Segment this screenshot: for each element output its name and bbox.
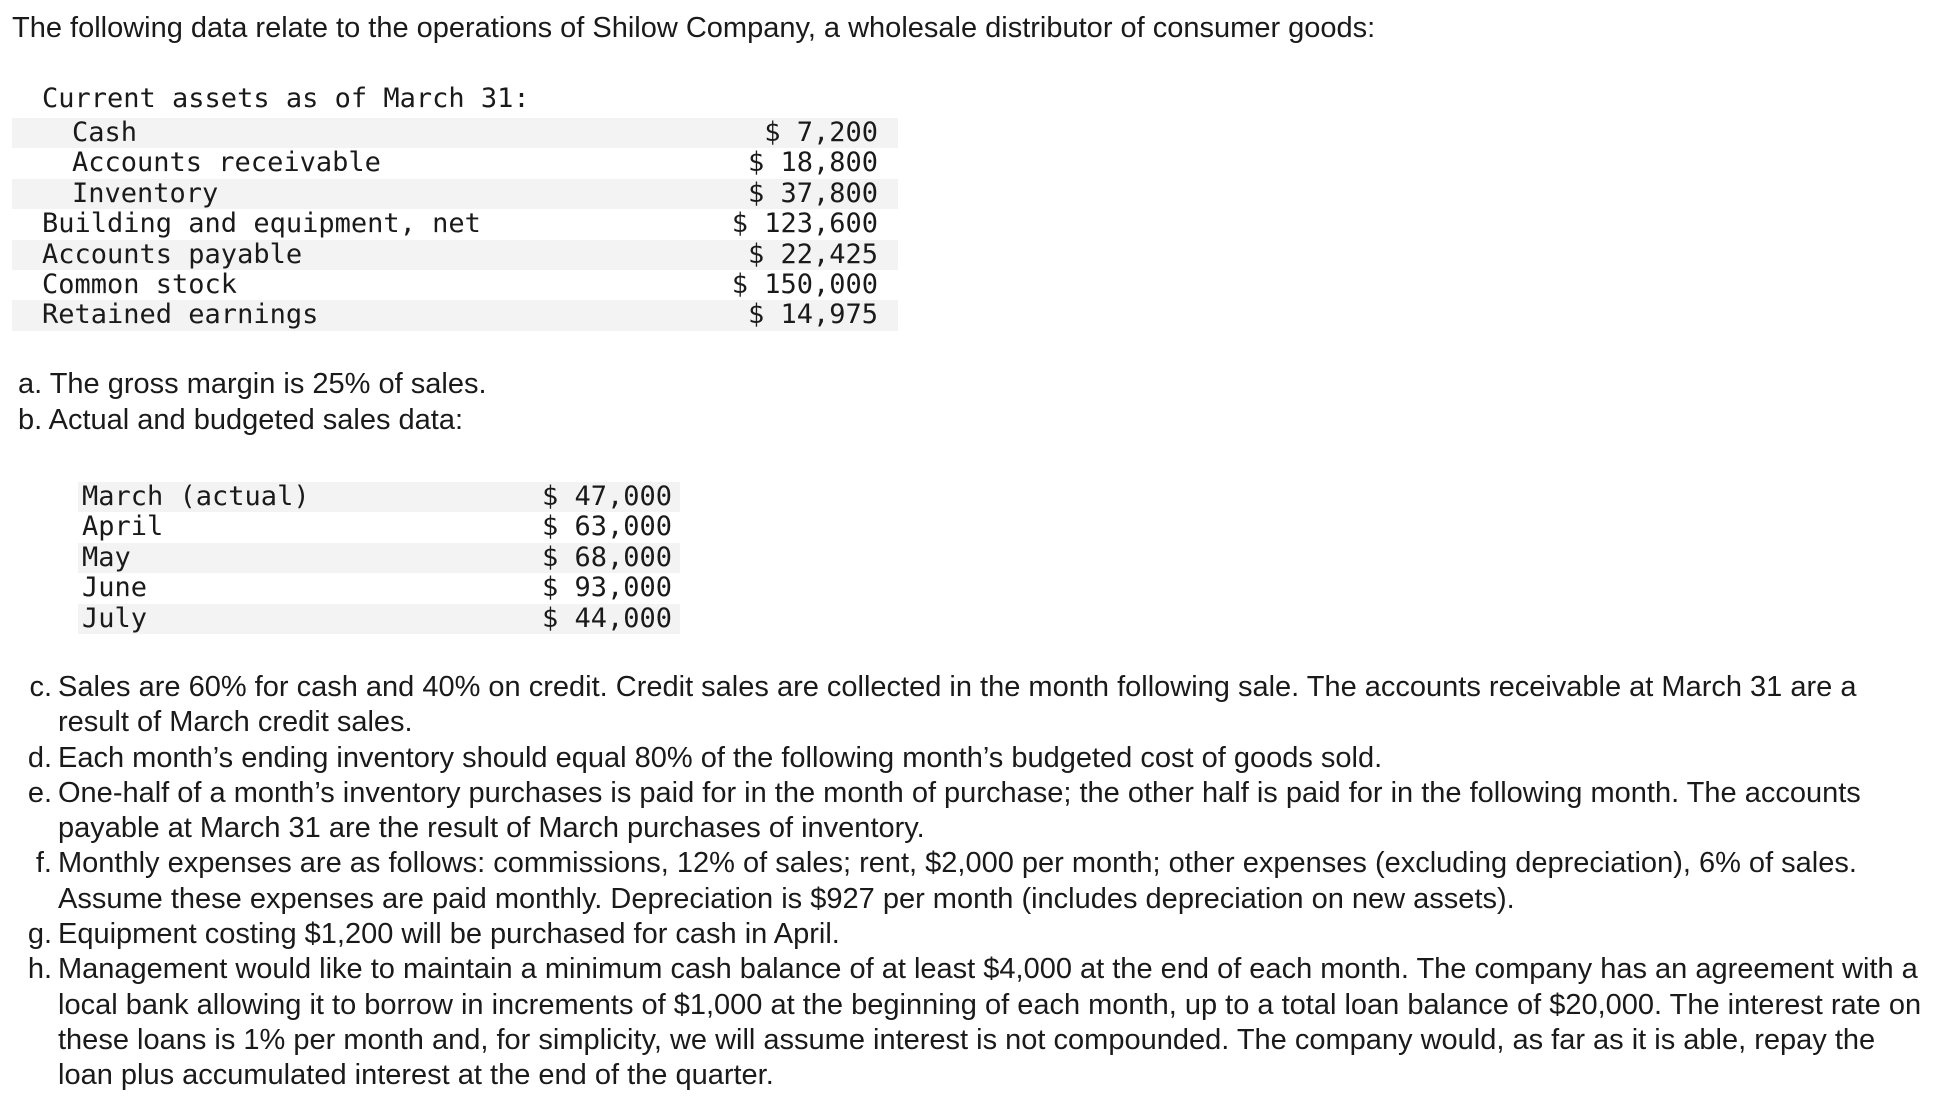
sales-value: $ 68,000 (542, 541, 673, 573)
note-label: d. (27, 741, 52, 774)
balance-sheet-table (12, 118, 898, 331)
sales-value: $ 44,000 (542, 602, 673, 634)
table-row (12, 179, 898, 209)
balance-sheet-header: Current assets as of March 31: (42, 83, 530, 114)
balance-label-building-equipment: Building and equipment, net (42, 208, 481, 240)
table-row (78, 604, 680, 634)
notes-a-b (18, 366, 487, 438)
table-row (12, 300, 898, 330)
balance-value-common-stock: $ 150,000 (731, 269, 878, 301)
sales-value: $ 63,000 (542, 511, 673, 543)
note-text: Equipment costing $1,200 will be purchased for cash in April. (58, 918, 840, 951)
table-row (12, 270, 898, 300)
note-label: h. (27, 953, 52, 986)
note-text: Each month’s ending inventory should equal 80% of the following month’s budgeted cost of goods sold. (58, 741, 1383, 774)
note-e (18, 776, 1923, 847)
table-row (12, 118, 898, 148)
sales-month: March (actual) (82, 481, 310, 512)
problem-intro: The following data relate to the operations of Shilow Company, a wholesale distributor of consumer goods: (12, 12, 1376, 44)
note-label: c. (29, 671, 52, 703)
note-a: a. The gross margin is 25% of sales. (18, 368, 487, 400)
note-text: Management would like to maintain a minimum cash balance of at least $4,000 at the end of each month. The company has an agreement with a local bank allowing it to borrow in increments of $1,000 at the beginning of each month, up to a total loan balance of $20,000. The interest rate on these loans is 1% per month and, for simplicity, we will assume interest is not compounded. The company would, as far as it is able, repay the loan plus accumulated interest at the end of the quarter. (58, 953, 1922, 1092)
sales-value: $ 47,000 (542, 481, 673, 512)
balance-label-accounts-payable: Accounts payable (42, 238, 303, 270)
note-text: Monthly expenses are as follows: commissions, 12% of sales; rent, $2,000 per month; other expenses (excluding depreciation), 6% of sales. Assume these expenses are paid monthly. Depreciation is $927 per month (includes depreciation on new assets). (58, 847, 1857, 915)
balance-value-accounts-receivable: $ 18,800 (747, 147, 878, 179)
table-row (12, 148, 898, 178)
note-label: e. (27, 776, 52, 809)
balance-label-accounts-receivable: Accounts receivable (72, 147, 381, 179)
balance-label-common-stock: Common stock (42, 269, 238, 301)
table-row (78, 543, 680, 573)
note-h (18, 952, 1923, 1093)
note-text: Sales are 60% for cash and 40% on credit. Credit sales are collected in the month following sale. The accounts receivable at March 31 are a result of March credit sales. (58, 671, 1857, 739)
table-row (12, 240, 898, 270)
balance-value-cash: $ 7,200 (764, 117, 878, 148)
note-d (18, 741, 1923, 776)
sales-month: April (82, 511, 164, 543)
table-row (78, 482, 680, 512)
note-g (18, 917, 1923, 952)
table-row (78, 512, 680, 542)
balance-label-inventory: Inventory (72, 177, 219, 209)
sales-month: June (82, 572, 148, 604)
balance-value-accounts-payable: $ 22,425 (747, 238, 878, 270)
note-label: f. (35, 847, 52, 880)
note-c (18, 670, 1923, 741)
sales-month: May (82, 541, 131, 573)
note-b: b. Actual and budgeted sales data: (18, 404, 464, 436)
notes-list (18, 670, 1923, 1094)
note-label: g. (27, 918, 52, 951)
note-text: One-half of a month’s inventory purchases is paid for in the month of purchase; the other half is paid for in the following month. The accounts payable at March 31 are the result of March purchases of inventory. (58, 776, 1861, 845)
sales-month: July (82, 602, 148, 634)
table-row (78, 573, 680, 603)
balance-value-inventory: $ 37,800 (747, 177, 878, 209)
note-f (18, 846, 1923, 917)
balance-value-retained-earnings: $ 14,975 (747, 299, 878, 331)
balance-label-retained-earnings: Retained earnings (42, 299, 319, 331)
balance-label-cash: Cash (72, 117, 138, 148)
sales-value: $ 93,000 (542, 572, 673, 604)
table-row (12, 209, 898, 239)
balance-value-building-equipment: $ 123,600 (731, 208, 878, 240)
sales-table (78, 482, 680, 634)
